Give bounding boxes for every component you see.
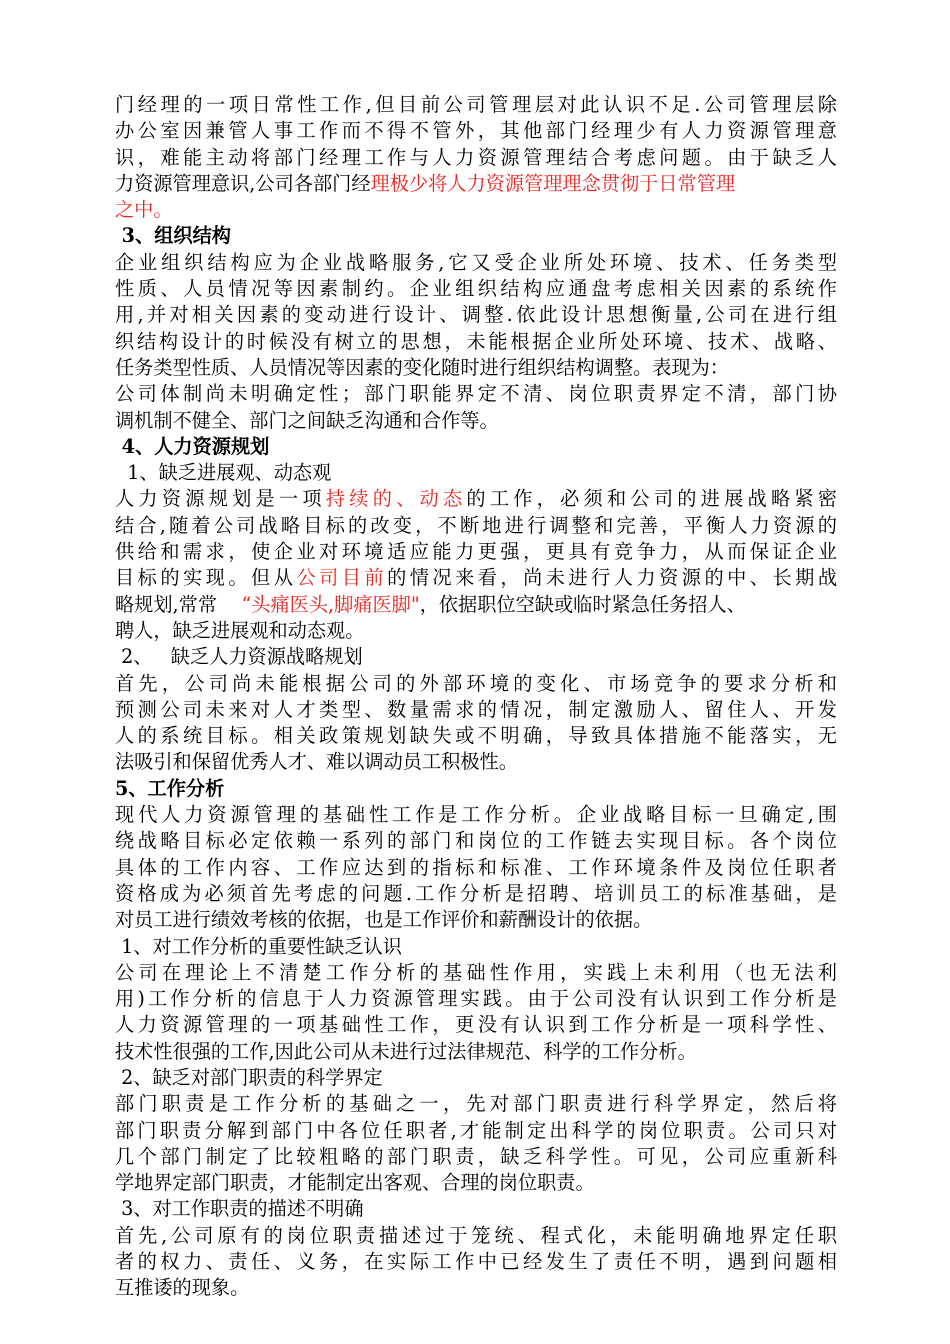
text-line: 技术性很强的工作,因此公司从未进行过法律规范、科学的工作分析。 [115,1039,697,1063]
text-line: 办公室因兼管人事工作而不得不管外，其他部门经理少有人力资源管理意 [115,119,837,143]
text-line: 人力资源规划是一项持续的、动态的工作，必须和公司的进展战略紧密 [115,487,837,511]
paragraph-hr-planning [115,486,837,644]
paragraph-job-analysis-importance [115,960,837,1065]
text-line: 识，难能主动将部门经理工作与人力资源管理结合考虑问题。由于缺乏人 [115,145,837,169]
text-line: 几个部门制定了比较粗略的部门职责，缺乏科学性。可见，公司应重新科 [115,1144,837,1168]
text-line: 任务类型性质、人员情况等因素的变化随时进行组织结构调整。表现为： [115,355,729,379]
text-line: 企业组织结构应为企业战略服务,它又受企业所处环境、技术、任务类型 [115,250,837,274]
subsection-heading: 2、 缺乏人力资源战略规划 [115,645,363,669]
highlighted-text: 之中。 [115,198,173,222]
highlighted-text: “头痛医头,脚痛医脚" [235,592,420,616]
text-line: 织结构设计的时候没有树立的思想，未能根据企业所处环境、技术、战略、 [115,329,837,353]
text-line: 部门职责是工作分析的基础之一，先对部门职责进行科学界定，然后将 [115,1092,837,1116]
text-line: 结合,随着公司战略目标的改变，不断地进行调整和完善，平衡人力资源的 [115,513,837,537]
subsection-heading: 3、对工作职责的描述不明确 [115,1197,364,1221]
text-line: 目标的实现。但从公司目前的情况来看，尚未进行人力资源的中、长期战 [115,566,838,590]
text-line: 人力资源管理的一项基础性工作，更没有认识到工作分析是一项科学性、 [115,1013,837,1037]
text-line: 绕战略目标必定依赖一系列的部门和岗位的工作链去实现目标。各个岗位 [115,829,837,853]
text-line: 略规划,常常 “头痛医头,脚痛医脚"，依据职位空缺或临时紧急任务招人、 [115,592,746,616]
section-heading-hr-planning: 4、人力资源规划 [115,434,270,458]
text-line: 聘人，缺乏进展观和动态观。 [115,618,365,642]
text-line: 首先,公司原有的岗位职责描述过于笼统、程式化，未能明确地界定任职 [115,1223,837,1247]
highlighted-text: 理极少将人力资源管理理念贯彻于日常管理 [370,171,736,195]
highlighted-text: 公司目前 [296,566,388,590]
document-page [115,92,837,1302]
text-line: 公司体制尚未明确定性；部门职能界定不清、岗位职责界定不清，部门协 [115,382,837,406]
subsection-heading: 2、缺乏对部门职责的科学界定 [115,1065,383,1089]
text-line: 者的权力、责任、义务，在实际工作中已经发生了责任不明，遇到问题相 [115,1250,837,1274]
section-heading-job-analysis: 5、工作分析 [115,776,225,800]
text-line: 用,并对相关因素的变动进行设计、调整.依此设计思想衡量,公司在进行组 [115,303,837,327]
text-line: 对员工进行绩效考核的依据，也是工作评价和薪酬设计的依据。 [115,908,653,932]
text-line: 力资源管理意识,公司各部门经理极少将人力资源管理理念贯彻于日常管理 [115,171,736,195]
section-heading-org-structure: 3、组织结构 [115,224,231,248]
paragraph-hr-strategy [115,671,837,776]
paragraph-job-duties-description [115,1223,837,1302]
text-line: 公司在理论上不清楚工作分析的基础性作用，实践上未利用（也无法利 [115,960,837,984]
text-line: 具体的工作内容、工作应达到的指标和标准、工作环境条件及岗位任职者 [115,855,837,879]
paragraph-hr-awareness [115,92,837,223]
paragraph-job-analysis [115,802,837,933]
text-line: 法吸引和保留优秀人才、难以调动员工积极性。 [115,750,518,774]
paragraph-department-duties [115,1091,837,1196]
text-line: 供给和需求，使企业对环境适应能力更强，更具有竞争力，从而保证企业 [115,540,837,564]
text-line: 互推诿的现象。 [115,1276,250,1300]
text-line: 学地界定部门职责，才能制定出客观、合理的岗位职责。 [115,1171,595,1195]
text-line: 预测公司未来对人才类型、数量需求的情况，制定激励人、留住人、开发 [115,697,837,721]
text-line: 调机制不健全、部门之间缺乏沟通和合作等。 [115,408,499,432]
subsection-heading: 1、对工作分析的重要性缺乏认识 [115,934,402,958]
text-line: 现代人力资源管理的基础性工作是工作分析。企业战略目标一旦确定,围 [115,803,837,827]
text-line: 门经理的一项日常性工作,但目前公司管理层对此认识不足.公司管理层除 [115,93,837,116]
text-line: 用)工作分析的信息于人力资源管理实践。由于公司没有认识到工作分析是 [115,987,837,1011]
text-line: 人的系统目标。相关政策规划缺失或不明确，导致具体措施不能落实，无 [115,724,837,748]
text-line: 部门职责分解到部门中各位任职者,才能制定出科学的岗位职责。公司只对 [115,1118,837,1142]
subsection-heading: 1、缺乏进展观、动态观 [115,461,332,485]
text-line: 资格成为必须首先考虑的问题.工作分析是招聘、培训员工的标准基础，是 [115,881,837,905]
paragraph-org-structure [115,250,837,434]
text-line: 性质、人员情况等因素制约。企业组织结构应通盘考虑相关因素的系统作 [115,277,837,301]
text-line: 首先，公司尚未能根据公司的外部环境的变化、市场竞争的要求分析和 [115,671,837,695]
highlighted-text: 持续的、动态 [325,487,467,511]
